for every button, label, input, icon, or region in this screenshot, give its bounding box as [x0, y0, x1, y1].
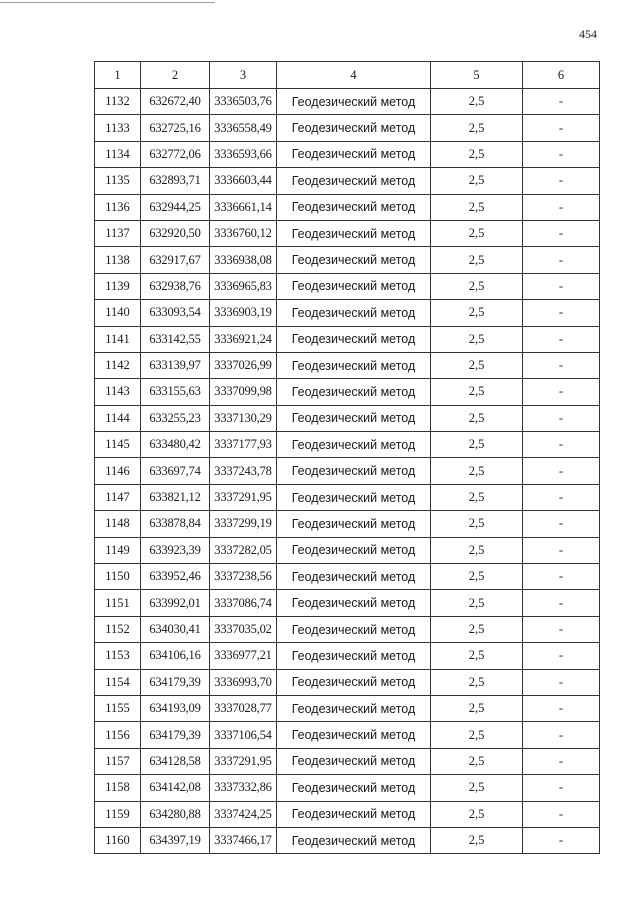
y-coordinate-cell: 3337291,95 [210, 748, 277, 774]
point-number-cell: 1136 [95, 194, 141, 220]
top-rule [0, 2, 215, 3]
point-number-cell: 1145 [95, 432, 141, 458]
method-cell: Геодезический метод [277, 564, 431, 590]
y-coordinate-cell: 3336921,24 [210, 326, 277, 352]
accuracy-cell: 2,5 [431, 89, 523, 115]
point-number-cell: 1144 [95, 405, 141, 431]
y-coordinate-cell: 3336903,19 [210, 300, 277, 326]
note-cell: - [523, 801, 600, 827]
point-number-cell: 1132 [95, 89, 141, 115]
x-coordinate-cell: 634280,88 [141, 801, 210, 827]
point-number-cell: 1151 [95, 590, 141, 616]
y-coordinate-cell: 3337130,29 [210, 405, 277, 431]
point-number-cell: 1154 [95, 669, 141, 695]
accuracy-cell: 2,5 [431, 669, 523, 695]
method-cell: Геодезический метод [277, 326, 431, 352]
page-number: 454 [579, 27, 597, 41]
x-coordinate-cell: 633992,01 [141, 590, 210, 616]
method-cell: Геодезический метод [277, 432, 431, 458]
point-number-cell: 1137 [95, 220, 141, 246]
note-cell: - [523, 775, 600, 801]
method-cell: Геодезический метод [277, 801, 431, 827]
x-coordinate-cell: 634106,16 [141, 643, 210, 669]
accuracy-cell: 2,5 [431, 564, 523, 590]
point-number-cell: 1139 [95, 273, 141, 299]
method-cell: Геодезический метод [277, 748, 431, 774]
note-cell: - [523, 537, 600, 563]
method-cell: Геодезический метод [277, 537, 431, 563]
accuracy-cell: 2,5 [431, 458, 523, 484]
y-coordinate-cell: 3337238,56 [210, 564, 277, 590]
method-cell: Геодезический метод [277, 273, 431, 299]
y-coordinate-cell: 3336558,49 [210, 115, 277, 141]
note-cell: - [523, 695, 600, 721]
table-row [95, 748, 600, 774]
x-coordinate-cell: 633480,42 [141, 432, 210, 458]
x-coordinate-cell: 634179,39 [141, 722, 210, 748]
accuracy-cell: 2,5 [431, 405, 523, 431]
y-coordinate-cell: 3336661,14 [210, 194, 277, 220]
point-number-cell: 1150 [95, 564, 141, 590]
point-number-cell: 1147 [95, 484, 141, 510]
method-cell: Геодезический метод [277, 115, 431, 141]
note-cell: - [523, 432, 600, 458]
table-row [95, 379, 600, 405]
note-cell: - [523, 484, 600, 510]
accuracy-cell: 2,5 [431, 801, 523, 827]
accuracy-cell: 2,5 [431, 590, 523, 616]
accuracy-cell: 2,5 [431, 379, 523, 405]
point-number-cell: 1135 [95, 168, 141, 194]
point-number-cell: 1141 [95, 326, 141, 352]
note-cell: - [523, 300, 600, 326]
accuracy-cell: 2,5 [431, 511, 523, 537]
method-cell: Геодезический метод [277, 643, 431, 669]
accuracy-cell: 2,5 [431, 326, 523, 352]
table-row [95, 300, 600, 326]
x-coordinate-cell: 634128,58 [141, 748, 210, 774]
accuracy-cell: 2,5 [431, 695, 523, 721]
table-row [95, 432, 600, 458]
table-row [95, 484, 600, 510]
note-cell: - [523, 564, 600, 590]
point-number-cell: 1140 [95, 300, 141, 326]
note-cell: - [523, 722, 600, 748]
header-cell: 4 [277, 62, 431, 89]
accuracy-cell: 2,5 [431, 115, 523, 141]
x-coordinate-cell: 633139,97 [141, 352, 210, 378]
note-cell: - [523, 827, 600, 853]
table-row [95, 564, 600, 590]
y-coordinate-cell: 3336760,12 [210, 220, 277, 246]
x-coordinate-cell: 634397,19 [141, 827, 210, 853]
y-coordinate-cell: 3337035,02 [210, 616, 277, 642]
method-cell: Геодезический метод [277, 247, 431, 273]
note-cell: - [523, 115, 600, 141]
point-number-cell: 1156 [95, 722, 141, 748]
table-row [95, 115, 600, 141]
table-row [95, 590, 600, 616]
y-coordinate-cell: 3336593,66 [210, 141, 277, 167]
point-number-cell: 1152 [95, 616, 141, 642]
method-cell: Геодезический метод [277, 194, 431, 220]
y-coordinate-cell: 3337466,17 [210, 827, 277, 853]
note-cell: - [523, 247, 600, 273]
table-row [95, 194, 600, 220]
accuracy-cell: 2,5 [431, 748, 523, 774]
accuracy-cell: 2,5 [431, 827, 523, 853]
y-coordinate-cell: 3337086,74 [210, 590, 277, 616]
header-cell: 2 [141, 62, 210, 89]
x-coordinate-cell: 632772,06 [141, 141, 210, 167]
method-cell: Геодезический метод [277, 511, 431, 537]
accuracy-cell: 2,5 [431, 168, 523, 194]
point-number-cell: 1142 [95, 352, 141, 378]
x-coordinate-cell: 633878,84 [141, 511, 210, 537]
x-coordinate-cell: 633821,12 [141, 484, 210, 510]
y-coordinate-cell: 3337028,77 [210, 695, 277, 721]
note-cell: - [523, 379, 600, 405]
x-coordinate-cell: 632944,25 [141, 194, 210, 220]
method-cell: Геодезический метод [277, 352, 431, 378]
table-row [95, 669, 600, 695]
accuracy-cell: 2,5 [431, 722, 523, 748]
accuracy-cell: 2,5 [431, 273, 523, 299]
x-coordinate-cell: 633697,74 [141, 458, 210, 484]
accuracy-cell: 2,5 [431, 352, 523, 378]
method-cell: Геодезический метод [277, 220, 431, 246]
method-cell: Геодезический метод [277, 141, 431, 167]
y-coordinate-cell: 3337424,25 [210, 801, 277, 827]
x-coordinate-cell: 632917,67 [141, 247, 210, 273]
y-coordinate-cell: 3337243,78 [210, 458, 277, 484]
point-number-cell: 1133 [95, 115, 141, 141]
method-cell: Геодезический метод [277, 722, 431, 748]
note-cell: - [523, 511, 600, 537]
x-coordinate-cell: 632725,16 [141, 115, 210, 141]
accuracy-cell: 2,5 [431, 432, 523, 458]
note-cell: - [523, 458, 600, 484]
y-coordinate-cell: 3336938,08 [210, 247, 277, 273]
x-coordinate-cell: 633255,23 [141, 405, 210, 431]
point-number-cell: 1159 [95, 801, 141, 827]
note-cell: - [523, 748, 600, 774]
note-cell: - [523, 643, 600, 669]
point-number-cell: 1149 [95, 537, 141, 563]
y-coordinate-cell: 3337332,86 [210, 775, 277, 801]
point-number-cell: 1157 [95, 748, 141, 774]
accuracy-cell: 2,5 [431, 300, 523, 326]
method-cell: Геодезический метод [277, 616, 431, 642]
point-number-cell: 1158 [95, 775, 141, 801]
accuracy-cell: 2,5 [431, 775, 523, 801]
method-cell: Геодезический метод [277, 669, 431, 695]
method-cell: Геодезический метод [277, 89, 431, 115]
table-row [95, 827, 600, 853]
note-cell: - [523, 352, 600, 378]
method-cell: Геодезический метод [277, 405, 431, 431]
table-header-row [95, 62, 600, 89]
note-cell: - [523, 220, 600, 246]
x-coordinate-cell: 634142,08 [141, 775, 210, 801]
y-coordinate-cell: 3336965,83 [210, 273, 277, 299]
table-row [95, 458, 600, 484]
x-coordinate-cell: 633923,39 [141, 537, 210, 563]
note-cell: - [523, 89, 600, 115]
x-coordinate-cell: 633093,54 [141, 300, 210, 326]
header-cell: 5 [431, 62, 523, 89]
method-cell: Геодезический метод [277, 590, 431, 616]
accuracy-cell: 2,5 [431, 141, 523, 167]
accuracy-cell: 2,5 [431, 616, 523, 642]
y-coordinate-cell: 3337282,05 [210, 537, 277, 563]
y-coordinate-cell: 3337177,93 [210, 432, 277, 458]
y-coordinate-cell: 3337106,54 [210, 722, 277, 748]
method-cell: Геодезический метод [277, 168, 431, 194]
point-number-cell: 1138 [95, 247, 141, 273]
x-coordinate-cell: 632938,76 [141, 273, 210, 299]
table-row [95, 722, 600, 748]
table-row [95, 89, 600, 115]
note-cell: - [523, 141, 600, 167]
accuracy-cell: 2,5 [431, 194, 523, 220]
table-row [95, 537, 600, 563]
y-coordinate-cell: 3336603,44 [210, 168, 277, 194]
method-cell: Геодезический метод [277, 379, 431, 405]
table-row [95, 775, 600, 801]
method-cell: Геодезический метод [277, 300, 431, 326]
table-row [95, 695, 600, 721]
note-cell: - [523, 405, 600, 431]
point-number-cell: 1146 [95, 458, 141, 484]
accuracy-cell: 2,5 [431, 247, 523, 273]
table-row [95, 247, 600, 273]
table-row [95, 616, 600, 642]
x-coordinate-cell: 634179,39 [141, 669, 210, 695]
y-coordinate-cell: 3336993,70 [210, 669, 277, 695]
accuracy-cell: 2,5 [431, 643, 523, 669]
y-coordinate-cell: 3337299,19 [210, 511, 277, 537]
x-coordinate-cell: 632920,50 [141, 220, 210, 246]
y-coordinate-cell: 3337099,98 [210, 379, 277, 405]
coordinates-table [94, 61, 600, 854]
table-row [95, 643, 600, 669]
table-row [95, 220, 600, 246]
table-row [95, 141, 600, 167]
point-number-cell: 1143 [95, 379, 141, 405]
method-cell: Геодезический метод [277, 827, 431, 853]
y-coordinate-cell: 3337026,99 [210, 352, 277, 378]
y-coordinate-cell: 3337291,95 [210, 484, 277, 510]
accuracy-cell: 2,5 [431, 484, 523, 510]
method-cell: Геодезический метод [277, 695, 431, 721]
x-coordinate-cell: 634193,09 [141, 695, 210, 721]
note-cell: - [523, 669, 600, 695]
point-number-cell: 1148 [95, 511, 141, 537]
x-coordinate-cell: 632672,40 [141, 89, 210, 115]
note-cell: - [523, 326, 600, 352]
table-row [95, 168, 600, 194]
point-number-cell: 1155 [95, 695, 141, 721]
table-row [95, 273, 600, 299]
method-cell: Геодезический метод [277, 458, 431, 484]
note-cell: - [523, 590, 600, 616]
accuracy-cell: 2,5 [431, 220, 523, 246]
x-coordinate-cell: 633155,63 [141, 379, 210, 405]
header-cell: 3 [210, 62, 277, 89]
table-body [95, 89, 600, 854]
note-cell: - [523, 616, 600, 642]
x-coordinate-cell: 633142,55 [141, 326, 210, 352]
x-coordinate-cell: 632893,71 [141, 168, 210, 194]
point-number-cell: 1153 [95, 643, 141, 669]
table-row [95, 405, 600, 431]
note-cell: - [523, 273, 600, 299]
point-number-cell: 1160 [95, 827, 141, 853]
note-cell: - [523, 194, 600, 220]
method-cell: Геодезический метод [277, 484, 431, 510]
table-row [95, 326, 600, 352]
x-coordinate-cell: 634030,41 [141, 616, 210, 642]
accuracy-cell: 2,5 [431, 537, 523, 563]
table-row [95, 511, 600, 537]
y-coordinate-cell: 3336503,76 [210, 89, 277, 115]
x-coordinate-cell: 633952,46 [141, 564, 210, 590]
y-coordinate-cell: 3336977,21 [210, 643, 277, 669]
header-cell: 6 [523, 62, 600, 89]
method-cell: Геодезический метод [277, 775, 431, 801]
table-row [95, 801, 600, 827]
point-number-cell: 1134 [95, 141, 141, 167]
table-row [95, 352, 600, 378]
note-cell: - [523, 168, 600, 194]
header-cell: 1 [95, 62, 141, 89]
